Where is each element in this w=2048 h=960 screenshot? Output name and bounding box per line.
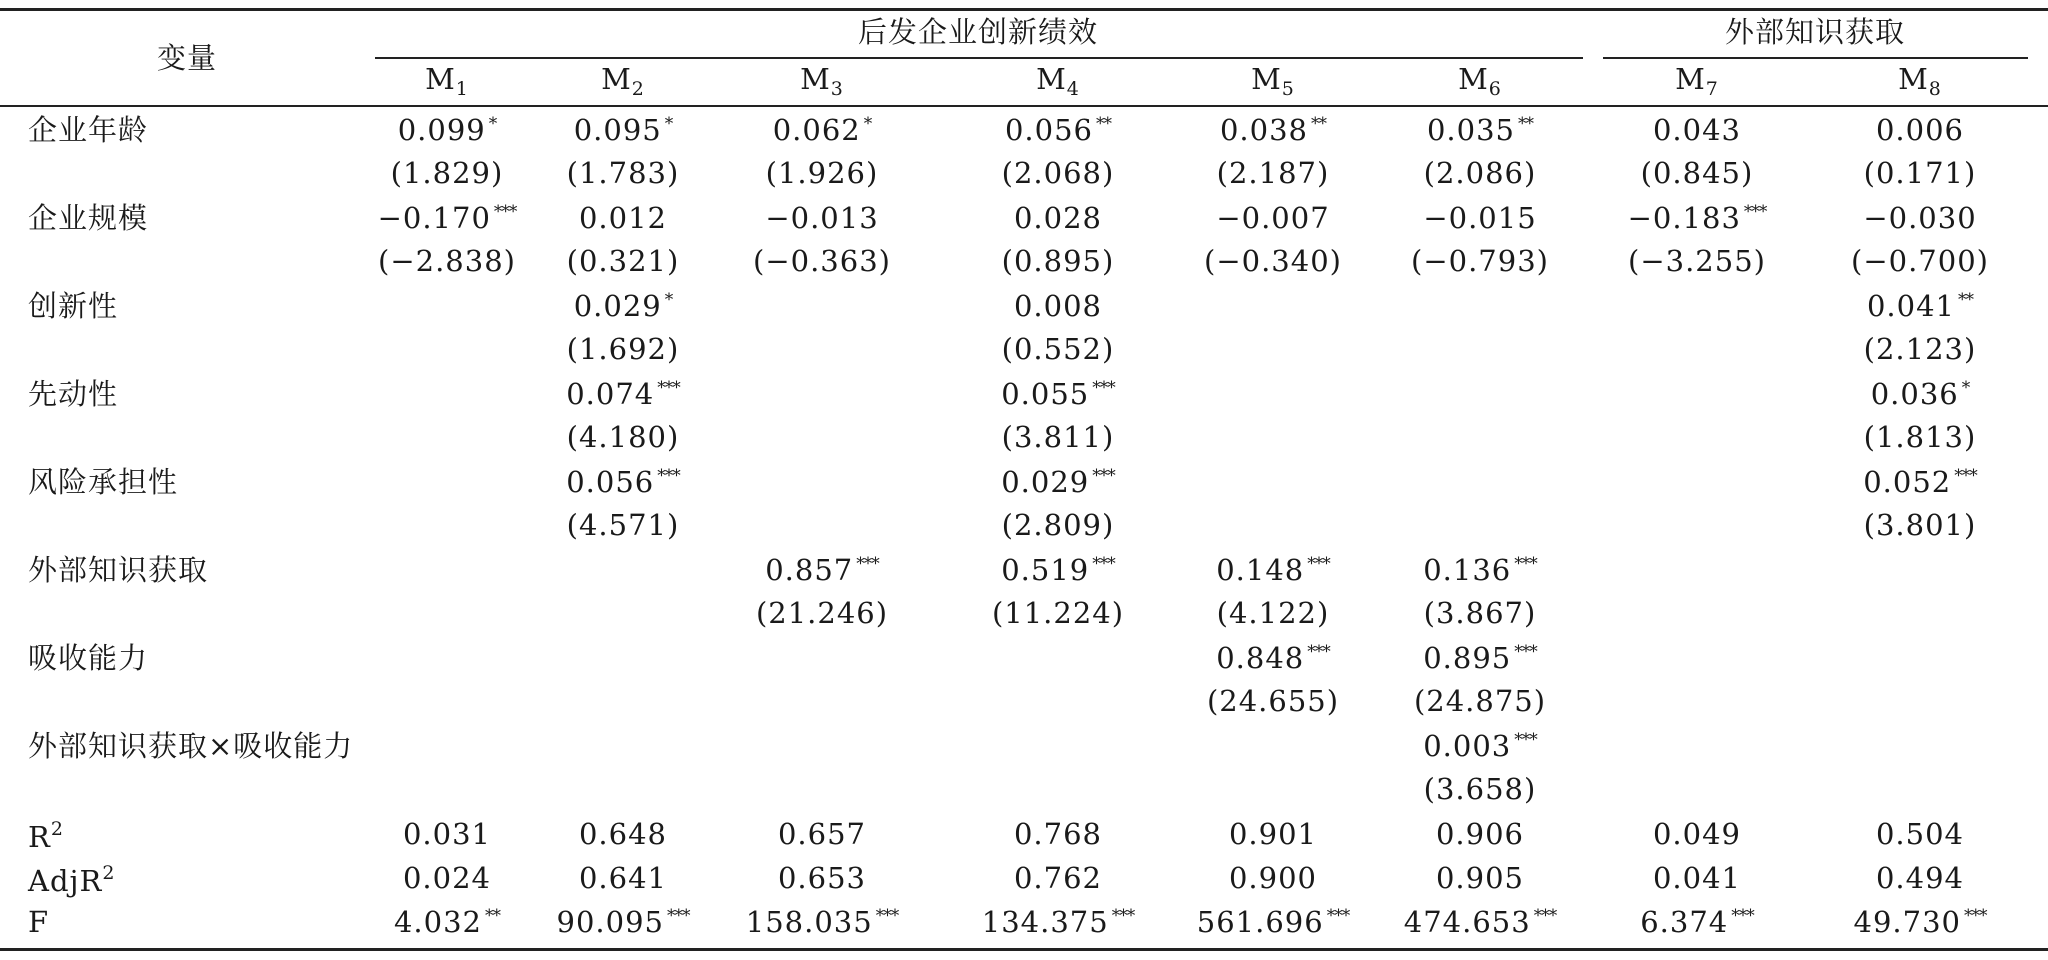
cell-value: −0.030 [1863, 201, 1977, 235]
model-subscript: 6 [1488, 78, 1502, 100]
coefficient-cell [1875, 113, 1965, 147]
stat-cell [1228, 817, 1318, 851]
stat-cell [556, 905, 690, 939]
significance-stars: * [664, 290, 673, 310]
cell-value: 0.848 [1216, 641, 1305, 675]
cell-value: 0.008 [1013, 289, 1103, 323]
cell-value: 0.031 [402, 817, 492, 851]
model-base: M [1675, 62, 1706, 96]
cell-value: 134.375 [981, 905, 1109, 939]
cell-value: 0.003 [1423, 729, 1512, 763]
model-base: M [1458, 62, 1489, 96]
t-value-cell: (1.692) [566, 332, 680, 366]
cell-value: 0.043 [1652, 113, 1742, 147]
coefficient-cell [1001, 553, 1115, 587]
significance-stars: * [1961, 378, 1970, 398]
cell-value: 0.148 [1216, 553, 1305, 587]
model-header [1898, 62, 1942, 100]
t-value-cell: (0.321) [566, 244, 680, 278]
cell-value: −0.007 [1216, 201, 1330, 235]
top-rule [0, 8, 2048, 11]
stat-cell [393, 905, 501, 939]
model-base: M [1898, 62, 1929, 96]
cell-value: 0.055 [1001, 377, 1090, 411]
t-value-cell: (2.068) [1001, 156, 1115, 190]
coefficient-cell [1004, 113, 1112, 147]
coefficient-cell [1423, 729, 1537, 763]
significance-stars: *** [1954, 466, 1977, 486]
coefficient-cell [1013, 289, 1103, 323]
significance-stars: *** [657, 466, 680, 486]
stat-cell [1228, 861, 1318, 895]
model-header [1251, 62, 1295, 100]
t-value-cell: (3.867) [1423, 596, 1537, 630]
stat-label [28, 864, 115, 896]
t-value-cell: (2.086) [1423, 156, 1537, 190]
t-value-cell: (2.123) [1863, 332, 1977, 366]
significance-stars: *** [1514, 642, 1537, 662]
significance-stars: *** [1307, 554, 1330, 574]
cell-value: 4.032 [393, 905, 483, 939]
significance-stars: *** [1514, 730, 1537, 750]
model-subscript: 1 [455, 78, 469, 100]
coefficient-cell [397, 113, 497, 147]
cell-value: 0.504 [1875, 817, 1965, 851]
model-base: M [1251, 62, 1282, 96]
significance-stars: *** [875, 906, 899, 926]
model-header [601, 62, 645, 100]
row-label: 吸收能力 [28, 641, 149, 675]
cell-value: 0.036 [1870, 377, 1959, 411]
model-subscript: 5 [1281, 78, 1295, 100]
cell-value: 0.041 [1652, 861, 1742, 895]
cell-value: 0.901 [1228, 817, 1318, 851]
row-label: 外部知识获取 [28, 553, 209, 587]
stat-cell [1875, 861, 1965, 895]
t-value-cell: (2.187) [1216, 156, 1330, 190]
significance-stars: *** [1533, 906, 1557, 926]
cell-value: 0.648 [578, 817, 668, 851]
significance-stars: *** [1092, 378, 1115, 398]
coefficient-cell [1013, 201, 1103, 235]
model-subscript: 3 [830, 78, 844, 100]
cell-value: 0.494 [1875, 861, 1965, 895]
stat-base: F [28, 905, 50, 939]
model-subscript: 4 [1066, 78, 1080, 100]
model-base: M [425, 62, 456, 96]
model-base: M [1036, 62, 1067, 96]
row-label: 创新性 [28, 289, 119, 323]
t-value-cell: (0.552) [1001, 332, 1115, 366]
cell-value: 6.374 [1640, 905, 1729, 939]
model-subscript: 7 [1705, 78, 1719, 100]
t-value-cell: (−0.340) [1204, 244, 1342, 278]
cell-value: 0.056 [1004, 113, 1094, 147]
stat-cell [1652, 817, 1742, 851]
cell-value: 0.762 [1013, 861, 1103, 895]
cell-value: 0.038 [1219, 113, 1309, 147]
significance-stars: ** [1518, 114, 1534, 134]
model-base: M [601, 62, 632, 96]
coefficient-cell [1870, 377, 1970, 411]
model-base: M [800, 62, 831, 96]
group-header-innovation: 后发企业创新绩效 [857, 15, 1099, 49]
row-label: 外部知识获取×吸收能力 [28, 729, 354, 763]
stat-label [28, 820, 64, 852]
stat-cell [777, 861, 867, 895]
stat-superscript: 2 [102, 862, 116, 884]
stat-cell [402, 861, 492, 895]
cell-value: −0.015 [1423, 201, 1537, 235]
cell-value: 0.006 [1875, 113, 1965, 147]
stat-cell [1435, 861, 1525, 895]
cell-value: 0.074 [566, 377, 655, 411]
group-rule-innovation [375, 57, 1583, 59]
cell-value: 0.029 [573, 289, 662, 323]
coefficient-cell [1216, 641, 1330, 675]
t-value-cell: (21.246) [755, 596, 889, 630]
stat-cell [1013, 861, 1103, 895]
t-value-cell: (3.811) [1001, 420, 1115, 454]
stat-cell [777, 817, 867, 851]
significance-stars: *** [1326, 906, 1350, 926]
t-value-cell: (1.829) [390, 156, 504, 190]
cell-value: 0.768 [1013, 817, 1103, 851]
significance-stars: *** [1963, 906, 1987, 926]
t-value-cell: (4.571) [566, 508, 680, 542]
stat-cell [745, 905, 899, 939]
significance-stars: *** [1092, 466, 1115, 486]
cell-value: 0.857 [765, 553, 854, 587]
cell-value: 561.696 [1196, 905, 1324, 939]
significance-stars: *** [1731, 906, 1754, 926]
cell-value: 0.653 [777, 861, 867, 895]
model-subscript: 8 [1928, 78, 1942, 100]
cell-value: 0.099 [397, 113, 486, 147]
significance-stars: *** [666, 906, 690, 926]
stat-cell [1875, 817, 1965, 851]
header-rule [0, 105, 2048, 107]
cell-value: 0.900 [1228, 861, 1318, 895]
significance-stars: * [863, 114, 872, 134]
model-header [1458, 62, 1502, 100]
cell-value: 0.519 [1001, 553, 1090, 587]
t-value-cell: (24.655) [1206, 684, 1340, 718]
cell-value: 0.641 [578, 861, 668, 895]
significance-stars: ** [1311, 114, 1327, 134]
significance-stars: * [488, 114, 497, 134]
cell-value: −0.183 [1627, 201, 1741, 235]
stat-cell [1196, 905, 1350, 939]
model-header [425, 62, 469, 100]
stat-cell [1435, 817, 1525, 851]
cell-value: −0.170 [377, 201, 491, 235]
significance-stars: * [664, 114, 673, 134]
t-value-cell: (−3.255) [1628, 244, 1766, 278]
cell-value: 90.095 [556, 905, 664, 939]
t-value-cell: (3.658) [1423, 772, 1537, 806]
model-header [800, 62, 844, 100]
t-value-cell: (3.801) [1863, 508, 1977, 542]
t-value-cell: (−0.700) [1851, 244, 1989, 278]
cell-value: 0.905 [1435, 861, 1525, 895]
coefficient-cell [1863, 201, 1977, 235]
group-header-knowledge: 外部知识获取 [1724, 15, 1906, 49]
t-value-cell: (−2.838) [378, 244, 516, 278]
significance-stars: *** [657, 378, 680, 398]
coefficient-cell [765, 553, 879, 587]
coefficient-cell [566, 465, 680, 499]
t-value-cell: (24.875) [1413, 684, 1547, 718]
cell-value: 0.906 [1435, 817, 1525, 851]
cell-value: 0.012 [578, 201, 668, 235]
stat-base: AdjR [28, 864, 103, 898]
stat-cell [1652, 861, 1742, 895]
cell-value: 474.653 [1403, 905, 1531, 939]
cell-value: 49.730 [1853, 905, 1961, 939]
stat-cell [402, 817, 492, 851]
t-value-cell: (−0.793) [1411, 244, 1549, 278]
cell-value: 0.052 [1863, 465, 1952, 499]
coefficient-cell [1423, 201, 1537, 235]
significance-stars: *** [1743, 202, 1767, 222]
cell-value: 158.035 [745, 905, 873, 939]
coefficient-cell [1001, 377, 1115, 411]
stat-cell [981, 905, 1135, 939]
coefficient-cell [765, 201, 879, 235]
t-value-cell: (4.180) [566, 420, 680, 454]
t-value-cell: (1.813) [1863, 420, 1977, 454]
coefficient-cell [1863, 465, 1977, 499]
row-label: 企业年龄 [28, 113, 149, 147]
t-value-cell: (−0.363) [753, 244, 891, 278]
coefficient-cell [1423, 553, 1537, 587]
t-value-cell: (1.783) [566, 156, 680, 190]
significance-stars: ** [485, 906, 501, 926]
coefficient-cell [1627, 201, 1767, 235]
significance-stars: *** [1514, 554, 1537, 574]
model-subscript: 2 [631, 78, 645, 100]
significance-stars: *** [856, 554, 879, 574]
row-label: 先动性 [28, 377, 119, 411]
cell-value: 0.895 [1423, 641, 1512, 675]
t-value-cell: (0.171) [1863, 156, 1977, 190]
bottom-rule [0, 948, 2048, 951]
significance-stars: *** [493, 202, 517, 222]
cell-value: 0.041 [1866, 289, 1956, 323]
cell-value: −0.013 [765, 201, 879, 235]
t-value-cell: (2.809) [1001, 508, 1115, 542]
significance-stars: *** [1092, 554, 1115, 574]
coefficient-cell [1652, 113, 1742, 147]
t-value-cell: (11.224) [991, 596, 1125, 630]
stat-cell [578, 817, 668, 851]
significance-stars: ** [1958, 290, 1974, 310]
variable-header: 变量 [156, 41, 218, 75]
coefficient-cell [566, 377, 680, 411]
coefficient-cell [573, 113, 673, 147]
cell-value: 0.056 [566, 465, 655, 499]
stat-label [28, 905, 50, 939]
model-header [1675, 62, 1719, 100]
cell-value: 0.029 [1001, 465, 1090, 499]
cell-value: 0.136 [1423, 553, 1512, 587]
cell-value: 0.657 [777, 817, 867, 851]
row-label: 风险承担性 [28, 465, 179, 499]
coefficient-cell [1001, 465, 1115, 499]
coefficient-cell [1423, 641, 1537, 675]
significance-stars: *** [1111, 906, 1135, 926]
t-value-cell: (0.895) [1001, 244, 1115, 278]
significance-stars: ** [1096, 114, 1112, 134]
cell-value: 0.035 [1426, 113, 1516, 147]
stat-cell [578, 861, 668, 895]
coefficient-cell [1866, 289, 1974, 323]
model-header [1036, 62, 1080, 100]
cell-value: 0.024 [402, 861, 492, 895]
stat-base: R [28, 820, 51, 854]
t-value-cell: (0.845) [1640, 156, 1754, 190]
coefficient-cell [573, 289, 673, 323]
cell-value: 0.028 [1013, 201, 1103, 235]
stat-cell [1013, 817, 1103, 851]
coefficient-cell [377, 201, 517, 235]
coefficient-cell [578, 201, 668, 235]
t-value-cell: (4.122) [1216, 596, 1330, 630]
stat-cell [1853, 905, 1987, 939]
coefficient-cell [1216, 201, 1330, 235]
stat-cell [1640, 905, 1754, 939]
coefficient-cell [1216, 553, 1330, 587]
cell-value: 0.095 [573, 113, 662, 147]
cell-value: 0.062 [772, 113, 861, 147]
stat-superscript: 2 [50, 818, 64, 840]
stat-cell [1403, 905, 1557, 939]
cell-value: 0.049 [1652, 817, 1742, 851]
coefficient-cell [1426, 113, 1534, 147]
group-rule-knowledge [1603, 57, 2028, 59]
significance-stars: *** [1307, 642, 1330, 662]
t-value-cell: (1.926) [765, 156, 879, 190]
coefficient-cell [772, 113, 872, 147]
coefficient-cell [1219, 113, 1327, 147]
row-label: 企业规模 [28, 201, 149, 235]
